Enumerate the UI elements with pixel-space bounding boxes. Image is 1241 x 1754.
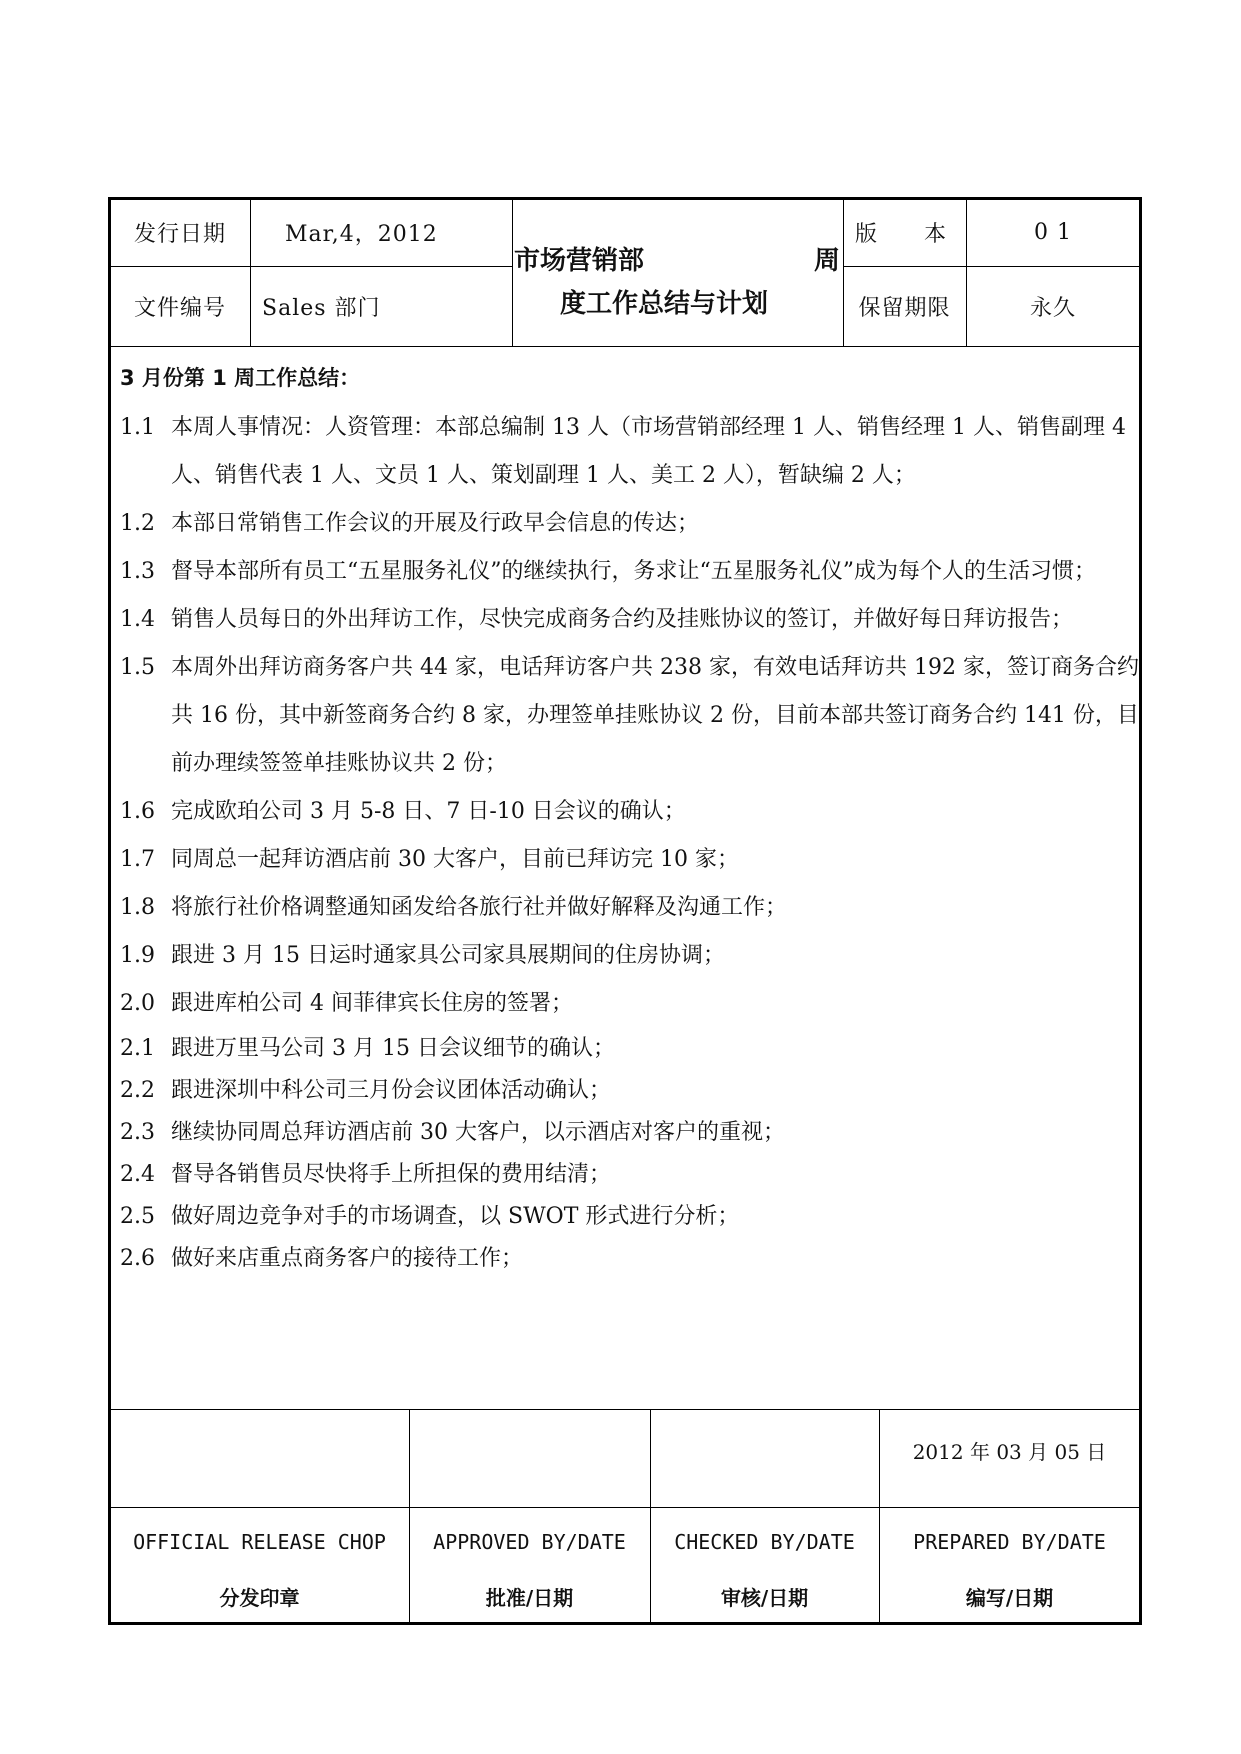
official-release-chop-label: OFFICIAL RELEASE CHOP xyxy=(133,1530,386,1554)
list-item: 2.4 督导各销售员尽快将手上所担保的费用结清； xyxy=(120,1162,612,1187)
file-no-label: 文件编号 xyxy=(133,295,226,321)
list-item: 2.3 继续协同周总拜访酒店前 30 大客户，以示酒店对客户的重视； xyxy=(120,1120,785,1145)
version-value: 0 1 xyxy=(1034,220,1072,245)
list-item: 2.1 跟进万里马公司 3 月 15 日会议细节的确认； xyxy=(120,1036,615,1061)
checked-by-label-cn: 审核/日期 xyxy=(720,1586,809,1610)
list-item: 1.8 将旅行社价格调整通知函发给各旅行社并做好解释及沟通工作； xyxy=(120,895,788,920)
checked-by-label: CHECKED BY/DATE xyxy=(674,1530,855,1554)
summary-section xyxy=(120,360,1140,1280)
list-item: 2.6 做好来店重点商务客户的接待工作； xyxy=(120,1246,524,1271)
header-bottom-line xyxy=(110,346,1140,347)
list-item: 1.5 本周外出拜访商务客户共 44 家，电话拜访客户共 238 家，有效电话拜访共 192 家，签订商务合约共 16 份，其中新签商务合约 8 家，办理签单挂账协议 2 份，目前本部共签订商务合约 141 份，目前办理续签签单挂账协议共 2 份； xyxy=(120,655,1139,776)
version-label: 版 本 xyxy=(855,222,948,247)
header-col-line xyxy=(512,199,513,346)
official-release-chop-label-cn: 分发印章 xyxy=(219,1586,300,1610)
file-no-value: Sales 部门 xyxy=(262,295,381,321)
list-item: 1.2 本部日常销售工作会议的开展及行政早会信息的传达； xyxy=(120,511,700,536)
document-title-left: 市场营销部 xyxy=(514,246,645,276)
document-title-right: 周 xyxy=(814,246,841,276)
prepared-by-label: PREPARED BY/DATE xyxy=(913,1530,1106,1554)
header-col-line xyxy=(250,199,251,346)
issue-date-value: Mar,4，2012 xyxy=(285,222,438,247)
prepared-by-label-cn: 编写/日期 xyxy=(965,1586,1054,1610)
retention-value: 永久 xyxy=(1029,295,1076,321)
prepared-date: 2012 年 03 月 05 日 xyxy=(912,1439,1107,1464)
approved-by-label: APPROVED BY/DATE xyxy=(433,1530,626,1554)
summary-heading: 3 月份第 1 周工作总结： xyxy=(120,366,361,390)
signature-middle-line xyxy=(110,1507,1140,1508)
document-title-line2: 度工作总结与计划 xyxy=(560,289,769,319)
list-item: 1.6 完成欧珀公司 3 月 5-8 日、7 日-10 日会议的确认； xyxy=(120,799,686,824)
signature-top-line xyxy=(110,1409,1140,1410)
issue-date-label: 发行日期 xyxy=(133,222,226,247)
list-item: 1.7 同周总一起拜访酒店前 30 大客户，目前已拜访完 10 家； xyxy=(120,847,739,872)
list-item: 2.5 做好周边竞争对手的市场调查，以 SWOT 形式进行分析； xyxy=(120,1204,740,1229)
list-item: 1.3 督导本部所有员工“五星服务礼仪”的继续执行，务求让“五星服务礼仪”成为每个人的生活习惯； xyxy=(120,559,1096,584)
list-item: 1.4 销售人员每日的外出拜访工作，尽快完成商务合约及挂账协议的签订，并做好每日拜访报告； xyxy=(120,607,1074,632)
list-item: 2.0 跟进库柏公司 4 间菲律宾长住房的签署； xyxy=(120,991,573,1016)
list-item: 1.9 跟进 3 月 15 日运时通家具公司家具展期间的住房协调； xyxy=(120,943,725,968)
list-item: 1.1 本周人事情况：人资管理：本部总编制 13 人（市场营销部经理 1 人、销售经理 1 人、销售副理 4 人、销售代表 1 人、文员 1 人、策划副理 1 人、美工 2 人），暂缺编 2 人； xyxy=(120,415,1126,488)
approved-by-label-cn: 批准/日期 xyxy=(485,1586,574,1610)
list-item: 2.2 跟进深圳中科公司三月份会议团体活动确认； xyxy=(120,1078,612,1103)
retention-label: 保留期限 xyxy=(858,295,951,321)
